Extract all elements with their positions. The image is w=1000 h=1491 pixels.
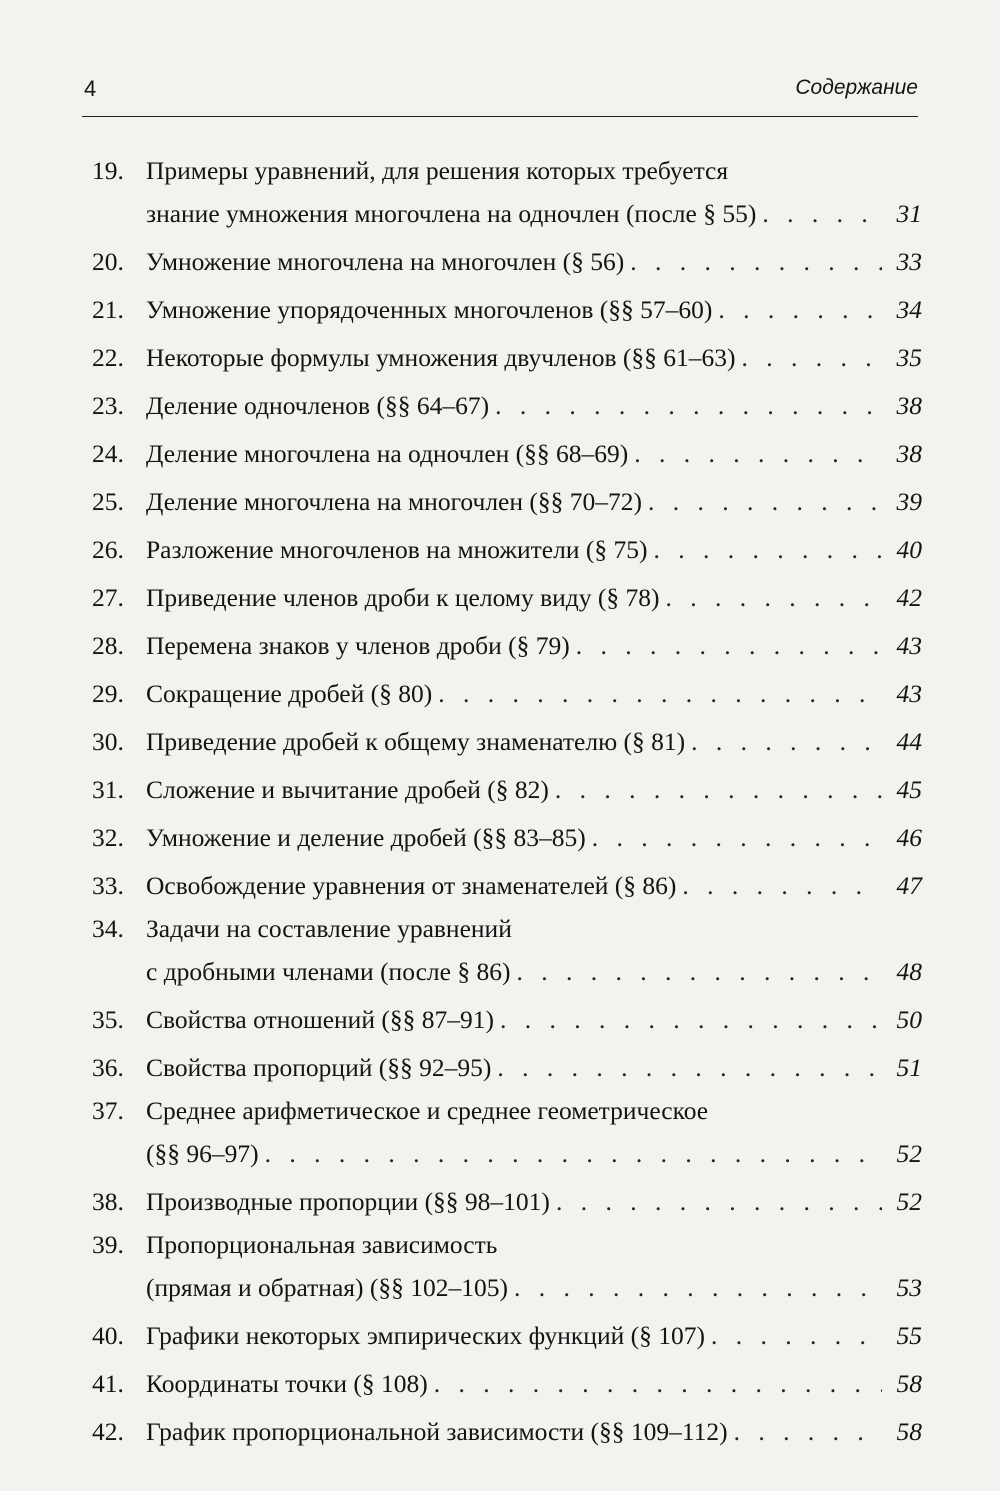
entry-title: Сокращение дробей (§ 80) xyxy=(146,679,433,708)
entry-title: Сложение и вычитание дробей (§ 82) xyxy=(146,775,549,804)
dot-leader xyxy=(630,238,882,286)
entry-body xyxy=(146,718,922,766)
entry-row xyxy=(146,430,922,478)
dot-leader xyxy=(711,1312,882,1360)
entry-body xyxy=(146,238,922,286)
entry-number: 30. xyxy=(92,727,124,756)
entry-row xyxy=(146,574,922,622)
entry-title-line1: Пропорциональная зависимость xyxy=(146,1230,498,1259)
entry-row xyxy=(146,814,922,862)
entry-body xyxy=(146,996,922,1044)
entry-row xyxy=(146,718,922,766)
entry-number: 25. xyxy=(92,487,124,516)
page-number: 4 xyxy=(84,76,97,101)
entry-row xyxy=(146,948,922,996)
entry-page-number: 58 xyxy=(896,1417,922,1446)
entry-page-number: 44 xyxy=(896,727,922,756)
entry-title: Деление одночленов (§§ 64–67) xyxy=(146,391,490,420)
entry-body xyxy=(146,382,922,430)
dot-leader xyxy=(592,814,882,862)
entry-row xyxy=(146,862,922,910)
entry-number: 28. xyxy=(92,631,124,660)
entry-row xyxy=(146,334,922,382)
dot-leader xyxy=(653,526,882,574)
entry-page-number: 48 xyxy=(896,957,922,986)
dot-leader xyxy=(555,766,882,814)
toc-entry xyxy=(92,1312,922,1360)
entry-row xyxy=(146,1178,922,1226)
entry-page-number: 40 xyxy=(896,535,922,564)
entry-title-line1: Задачи на составление уравнений xyxy=(146,914,512,943)
entry-row xyxy=(146,190,922,238)
entry-page-number: 39 xyxy=(896,487,922,516)
entry-body xyxy=(146,286,922,334)
entry-page-number: 51 xyxy=(896,1053,922,1082)
entry-body xyxy=(146,478,922,526)
toc-entry xyxy=(92,718,922,766)
entry-body xyxy=(146,1044,922,1092)
dot-leader xyxy=(742,334,882,382)
entry-body xyxy=(146,1312,922,1360)
dot-leader xyxy=(576,622,882,670)
entry-title: Разложение многочленов на множители (§ 75) xyxy=(146,535,648,564)
entry-row xyxy=(146,766,922,814)
entry-page-number: 52 xyxy=(896,1139,922,1168)
entry-page-number: 34 xyxy=(896,295,922,324)
entry-page-number: 43 xyxy=(896,679,922,708)
entry-body xyxy=(146,1226,922,1312)
page-header xyxy=(82,72,918,117)
entry-row xyxy=(146,1360,922,1408)
entry-title: Освобождение уравнения от знаменателей (§ 86) xyxy=(146,871,677,900)
entry-title: Приведение дробей к общему знаменателю (§ 81) xyxy=(146,727,686,756)
entry-page-number: 52 xyxy=(896,1187,922,1216)
entry-row xyxy=(146,1044,922,1092)
entry-number: 24. xyxy=(92,439,124,468)
toc-entry xyxy=(92,814,922,862)
toc-entry xyxy=(92,526,922,574)
dot-leader xyxy=(634,430,882,478)
dot-leader xyxy=(516,948,882,996)
table-of-contents xyxy=(92,152,922,1456)
entry-page-number: 58 xyxy=(896,1369,922,1398)
dot-leader xyxy=(682,862,882,910)
entry-number: 42. xyxy=(92,1417,124,1446)
entry-title: Умножение многочлена на многочлен (§ 56) xyxy=(146,247,625,276)
entry-body xyxy=(146,1360,922,1408)
entry-number: 36. xyxy=(92,1053,124,1082)
entry-number: 40. xyxy=(92,1321,124,1350)
entry-page-number: 42 xyxy=(896,583,922,612)
dot-leader xyxy=(691,718,882,766)
entry-number: 23. xyxy=(92,391,124,420)
entry-page-number: 53 xyxy=(896,1273,922,1302)
toc-entry xyxy=(92,766,922,814)
entry-row xyxy=(146,1408,922,1456)
entry-title: Деление многочлена на одночлен (§§ 68–69) xyxy=(146,439,629,468)
toc-entry xyxy=(92,622,922,670)
entry-body xyxy=(146,1092,922,1178)
toc-entry xyxy=(92,1044,922,1092)
toc-entry xyxy=(92,574,922,622)
toc-entry xyxy=(92,238,922,286)
entry-row xyxy=(146,1130,922,1178)
entry-page-number: 43 xyxy=(896,631,922,660)
entry-page-number: 33 xyxy=(896,247,922,276)
entry-body xyxy=(146,152,922,238)
dot-leader xyxy=(514,1264,882,1312)
entry-title: График пропорциональной зависимости (§§ 109–112) xyxy=(146,1417,728,1446)
entry-title: Приведение членов дроби к целому виду (§ 78) xyxy=(146,583,660,612)
entry-number: 34. xyxy=(92,914,124,943)
entry-title: с дробными членами (после § 86) xyxy=(146,957,511,986)
entry-row xyxy=(146,382,922,430)
entry-title: (§§ 96–97) xyxy=(146,1139,259,1168)
entry-number: 29. xyxy=(92,679,124,708)
dot-leader xyxy=(438,670,882,718)
entry-page-number: 38 xyxy=(896,439,922,468)
entry-row xyxy=(146,286,922,334)
toc-entry xyxy=(92,382,922,430)
entry-title: Деление многочлена на многочлен (§§ 70–72) xyxy=(146,487,642,516)
entry-number: 35. xyxy=(92,1005,124,1034)
entry-row xyxy=(146,1312,922,1360)
entry-body xyxy=(146,1408,922,1456)
entry-page-number: 31 xyxy=(896,199,922,228)
entry-body xyxy=(146,670,922,718)
toc-entry xyxy=(92,478,922,526)
entry-number: 39. xyxy=(92,1230,124,1259)
toc-entry xyxy=(92,1178,922,1226)
entry-row xyxy=(146,670,922,718)
dot-leader xyxy=(666,574,883,622)
entry-title: Графики некоторых эмпирических функций (§ 107) xyxy=(146,1321,705,1350)
entry-body xyxy=(146,574,922,622)
dot-leader xyxy=(495,382,882,430)
entry-title: Умножение и деление дробей (§§ 83–85) xyxy=(146,823,586,852)
dot-leader xyxy=(718,286,882,334)
toc-entry xyxy=(92,152,922,238)
toc-entry xyxy=(92,862,922,910)
toc-entry xyxy=(92,1092,922,1178)
toc-entry xyxy=(92,670,922,718)
entry-page-number: 35 xyxy=(896,343,922,372)
entry-row xyxy=(146,478,922,526)
entry-page-number: 38 xyxy=(896,391,922,420)
entry-page-number: 55 xyxy=(896,1321,922,1350)
entry-number: 33. xyxy=(92,871,124,900)
toc-entry xyxy=(92,996,922,1044)
toc-entry xyxy=(92,286,922,334)
entry-number: 19. xyxy=(92,156,124,185)
entry-number: 27. xyxy=(92,583,124,612)
dot-leader xyxy=(500,996,882,1044)
entry-title-line1: Примеры уравнений, для решения которых требуется xyxy=(146,156,729,185)
toc-entry xyxy=(92,1226,922,1312)
entry-body xyxy=(146,1178,922,1226)
entry-number: 31. xyxy=(92,775,124,804)
toc-entry xyxy=(92,430,922,478)
entry-title: Координаты точки (§ 108) xyxy=(146,1369,428,1398)
entry-title: Умножение упорядоченных многочленов (§§ 57–60) xyxy=(146,295,713,324)
entry-body xyxy=(146,334,922,382)
entry-row xyxy=(146,238,922,286)
dot-leader xyxy=(265,1130,882,1178)
dot-leader xyxy=(556,1178,882,1226)
entry-body xyxy=(146,622,922,670)
toc-entry xyxy=(92,334,922,382)
entry-title: знание умножения многочлена на одночлен (после § 55) xyxy=(146,199,757,228)
entry-number: 41. xyxy=(92,1369,124,1398)
entry-title-line1: Среднее арифметическое и среднее геометрическое xyxy=(146,1096,709,1125)
entry-body xyxy=(146,814,922,862)
toc-entry xyxy=(92,910,922,996)
entry-row xyxy=(146,1264,922,1312)
entry-number: 32. xyxy=(92,823,124,852)
entry-row xyxy=(146,622,922,670)
entry-title: Свойства пропорций (§§ 92–95) xyxy=(146,1053,492,1082)
entry-body xyxy=(146,526,922,574)
entry-body xyxy=(146,430,922,478)
entry-body xyxy=(146,766,922,814)
entry-page-number: 45 xyxy=(896,775,922,804)
entry-title: Перемена знаков у членов дроби (§ 79) xyxy=(146,631,570,660)
entry-page-number: 47 xyxy=(896,871,922,900)
entry-row xyxy=(146,996,922,1044)
entry-row xyxy=(146,526,922,574)
entry-number: 38. xyxy=(92,1187,124,1216)
entry-number: 37. xyxy=(92,1096,124,1125)
dot-leader xyxy=(497,1044,882,1092)
dot-leader xyxy=(648,478,882,526)
entry-page-number: 50 xyxy=(896,1005,922,1034)
entry-number: 21. xyxy=(92,295,124,324)
entry-title: (прямая и обратная) (§§ 102–105) xyxy=(146,1273,508,1302)
entry-number: 20. xyxy=(92,247,124,276)
toc-entry xyxy=(92,1408,922,1456)
entry-title: Производные пропорции (§§ 98–101) xyxy=(146,1187,550,1216)
entry-body xyxy=(146,862,922,910)
entry-body xyxy=(146,910,922,996)
entry-number: 26. xyxy=(92,535,124,564)
entry-title: Некоторые формулы умножения двучленов (§§ 61–63) xyxy=(146,343,736,372)
dot-leader xyxy=(762,190,882,238)
dot-leader xyxy=(734,1408,882,1456)
dot-leader xyxy=(434,1360,882,1408)
entry-number: 22. xyxy=(92,343,124,372)
toc-entry xyxy=(92,1360,922,1408)
entry-page-number: 46 xyxy=(896,823,922,852)
entry-title: Свойства отношений (§§ 87–91) xyxy=(146,1005,494,1034)
running-head: Содержание xyxy=(795,76,918,99)
